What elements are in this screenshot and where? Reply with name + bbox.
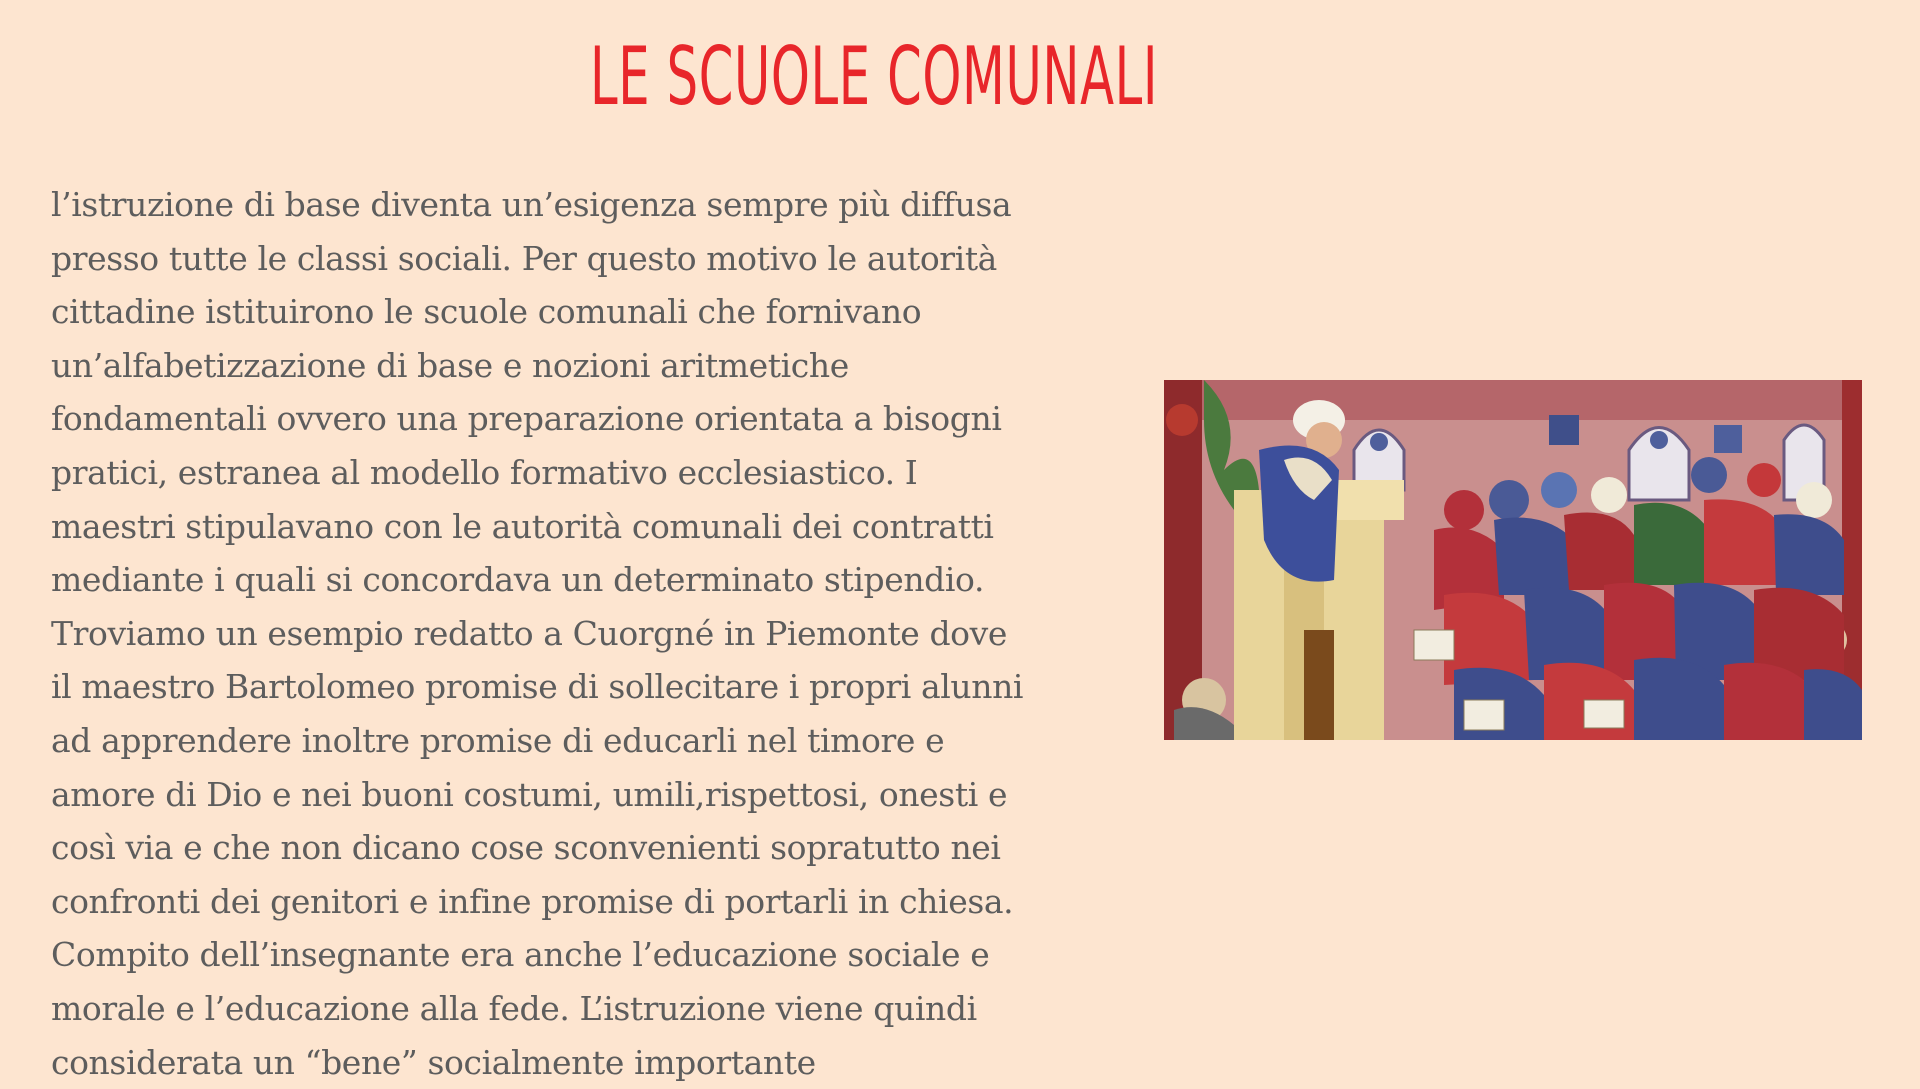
body-line: confronti dei genitori e infine promise di portarli in chiesa. bbox=[51, 875, 1141, 929]
body-line: maestri stipulavano con le autorità comunali dei contratti bbox=[51, 500, 1141, 554]
medieval-classroom-painting bbox=[1164, 380, 1862, 740]
body-line: mediante i quali si concordava un determinato stipendio. bbox=[51, 553, 1141, 607]
body-line: presso tutte le classi sociali. Per questo motivo le autorità bbox=[51, 232, 1141, 286]
body-line: fondamentali ovvero una preparazione orientata a bisogni bbox=[51, 392, 1141, 446]
body-line: considerata un “bene” socialmente importante bbox=[51, 1036, 1141, 1089]
body-paragraph bbox=[51, 178, 1141, 1089]
body-line: Compito dell’insegnante era anche l’educazione sociale e bbox=[51, 928, 1141, 982]
body-line: così via e che non dicano cose sconvenienti sopratutto nei bbox=[51, 821, 1141, 875]
slide-title: LE SCUOLE COMUNALI bbox=[590, 22, 987, 132]
body-line: l’istruzione di base diventa un’esigenza sempre più diffusa bbox=[51, 178, 1141, 232]
body-line: ad apprendere inoltre promise di educarli nel timore e bbox=[51, 714, 1141, 768]
body-line: cittadine istituirono le scuole comunali che fornivano bbox=[51, 285, 1141, 339]
body-line: pratici, estranea al modello formativo ecclesiastico. I bbox=[51, 446, 1141, 500]
body-line: morale e l’educazione alla fede. L’istruzione viene quindi bbox=[51, 982, 1141, 1036]
medieval-classroom-illustration bbox=[1164, 380, 1862, 740]
body-line: il maestro Bartolomeo promise di sollecitare i propri alunni bbox=[51, 660, 1141, 714]
body-line: Troviamo un esempio redatto a Cuorgné in Piemonte dove bbox=[51, 607, 1141, 661]
body-line: amore di Dio e nei buoni costumi, umili,rispettosi, onesti e bbox=[51, 768, 1141, 822]
body-line: un’alfabetizzazione di base e nozioni aritmetiche bbox=[51, 339, 1141, 393]
